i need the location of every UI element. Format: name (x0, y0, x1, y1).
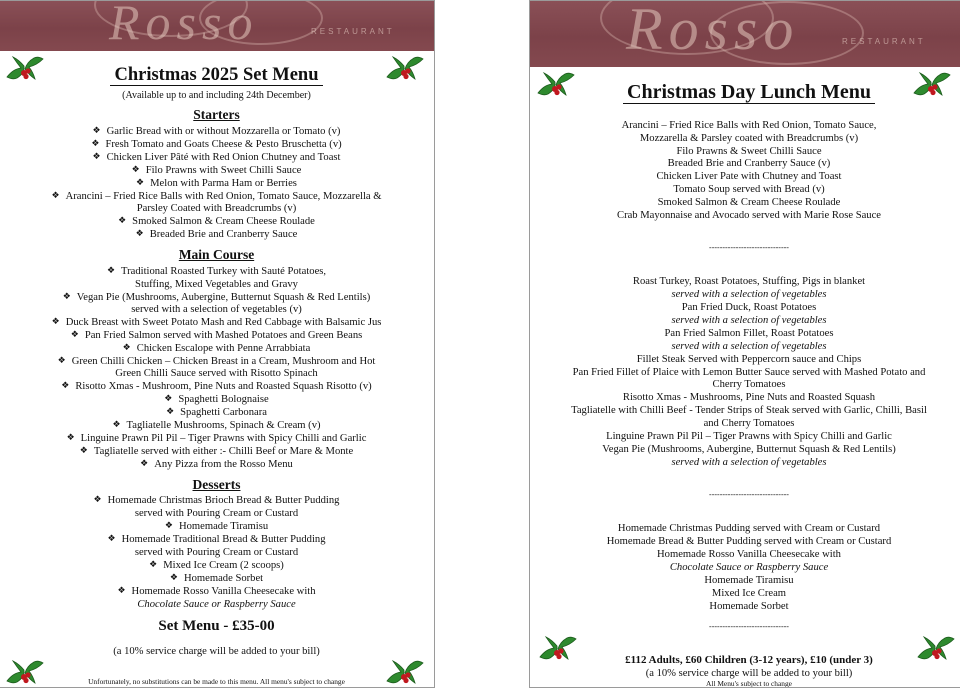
section-divider: ------------------------------ (709, 243, 789, 252)
list-item: ❖ Risotto Xmas - Mushroom, Pine Nuts and Roasted Squash Risotto (v) (0, 380, 434, 393)
list-item: Tagliatelle with Chilli Beef - Tender Strips of Steak served with Garlic, Chilli, Basil (571, 405, 927, 416)
list-item: ❖ Chicken Liver Pâté with Red Onion Chutney and Toast (0, 151, 434, 164)
list-item: Linguine Prawn Pil Pil – Tiger Prawns with Spicy Chilli and Garlic (606, 431, 892, 442)
list-item: Pan Fried Fillet of Plaice with Lemon Butter Sauce served with Mashed Potato and (572, 367, 926, 378)
set-menu-price: Set Menu - £35-00 (158, 618, 275, 634)
list-item: Vegan Pie (Mushrooms, Aubergine, Butternut Squash & Red Lentils) (602, 444, 896, 455)
list-item: ❖ Tagliatelle Mushrooms, Spinach & Cream (v) (0, 419, 434, 432)
list-item-continued: served with Pouring Cream or Custard (134, 547, 299, 558)
list-item: ❖ Pan Fried Salmon served with Mashed Potatoes and Green Beans (0, 329, 434, 342)
restaurant-logo: Rosso (109, 1, 259, 50)
list-item: Smoked Salmon & Cream Cheese Roulade (657, 197, 841, 208)
section-divider: ------------------------------ (709, 622, 789, 631)
list-item: Risotto Xmas - Mushrooms, Pine Nuts and Roasted Squash (622, 392, 876, 403)
list-item: ❖ Smoked Salmon & Cream Cheese Roulade (0, 215, 434, 228)
christmas-day-lunch-page (529, 0, 960, 688)
set-menu-page (0, 0, 435, 688)
list-item-continued: Chocolate Sauce or Raspberry Sauce (137, 599, 296, 610)
availability-note: (Available up to and including 24th December) (122, 90, 311, 101)
list-item: Breaded Brie and Cranberry Sauce (v) (667, 158, 831, 169)
list-item: ❖ Spaghetti Bolognaise (0, 393, 434, 406)
list-item: ❖ Breaded Brie and Cranberry Sauce (0, 228, 434, 241)
list-item-continued: Stuffing, Mixed Vegetables and Gravy (135, 279, 298, 290)
list-item-continued: served with a selection of vegetables (v) (131, 304, 302, 315)
restaurant-logo: Rosso (626, 1, 800, 62)
list-item: ❖ Homemade Traditional Bread & Butter Pudding (0, 533, 434, 546)
list-item-note: served with a selection of vegetables (671, 341, 827, 352)
list-item-note: served with a selection of vegetables (671, 289, 827, 300)
list-item: ❖ Fresh Tomato and Goats Cheese & Pesto Bruschetta (v) (0, 138, 434, 151)
list-item: ❖ Homemade Tiramisu (0, 520, 434, 533)
list-item: Filo Prawns & Sweet Chilli Sauce (676, 146, 822, 157)
list-item: ❖ Green Chilli Chicken – Chicken Breast in a Cream, Mushroom and Hot (0, 355, 434, 368)
list-item: Pan Fried Duck, Roast Potatoes (681, 302, 817, 313)
list-item: Homemade Tiramisu (704, 575, 794, 586)
list-item: Arancini – Fried Rice Balls with Red Onion, Tomato Sauce, (621, 120, 877, 131)
list-item: Roast Turkey, Roast Potatoes, Stuffing, Pigs in blanket (632, 276, 866, 287)
list-item-note: served with a selection of vegetables (671, 315, 827, 326)
list-item: ❖ Spaghetti Carbonara (0, 406, 434, 419)
list-item-continued: served with Pouring Cream or Custard (134, 508, 299, 519)
list-item: ❖ Arancini – Fried Rice Balls with Red Onion, Tomato Sauce, Mozzarella & (0, 190, 434, 203)
list-item: Chicken Liver Pate with Chutney and Toast (656, 171, 842, 182)
list-item: Homemade Christmas Pudding served with Cream or Custard (617, 523, 881, 534)
list-item: ❖ Vegan Pie (Mushrooms, Aubergine, Butternut Squash & Red Lentils) (0, 291, 434, 304)
restaurant-logo-sub: RESTAURANT (311, 27, 395, 36)
list-item: ❖ Filo Prawns with Sweet Chilli Sauce (0, 164, 434, 177)
starters-heading: Starters (193, 107, 240, 122)
list-item: Tomato Soup served with Bread (v) (673, 184, 825, 195)
lunch-price: £112 Adults, £60 Children (3-12 years), £10 (under 3) (625, 654, 873, 666)
service-charge-note: (a 10% service charge will be added to your bill) (645, 668, 853, 679)
service-charge-note: (a 10% service charge will be added to your bill) (113, 646, 320, 657)
list-item-continued: Chocolate Sauce or Raspberry Sauce (669, 562, 829, 573)
list-item: ❖ Traditional Roasted Turkey with Sauté Potatoes, (0, 265, 434, 278)
list-item: Crab Mayonnaise and Avocado served with Marie Rose Sauce (617, 210, 881, 221)
list-item: Mozzarella & Parsley coated with Breadcrumbs (v) (639, 133, 859, 144)
list-item: ❖ Chicken Escalope with Penne Arrabbiata (0, 342, 434, 355)
main-course-heading: Main Course (178, 247, 255, 262)
list-item-continued: and Cherry Tomatoes (703, 418, 795, 429)
list-item: ❖ Homemade Sorbet (0, 572, 434, 585)
list-item: ❖ Melon with Parma Ham or Berries (0, 177, 434, 190)
footer-disclaimer: Unfortunately, no substitutions can be made to this menu. All menu's subject to change (88, 677, 345, 686)
list-item: Pan Fried Salmon Fillet, Roast Potatoes (664, 328, 834, 339)
list-item: ❖ Homemade Christmas Brioch Bread & Butter Pudding (0, 494, 434, 507)
page-title: Christmas 2025 Set Menu (0, 65, 434, 86)
list-item: Fillet Steak Served with Peppercorn sauce and Chips (636, 354, 862, 365)
restaurant-banner (0, 1, 434, 51)
list-item-continued: Parsley Coated with Breadcrumbs (v) (136, 203, 297, 214)
list-item: ❖ Garlic Bread with or without Mozzarella or Tomato (v) (0, 125, 434, 138)
list-item: ❖ Any Pizza from the Rosso Menu (0, 458, 434, 471)
list-item: Homemade Bread & Butter Pudding served with Cream or Custard (606, 536, 892, 547)
list-item-note: served with a selection of vegetables (671, 457, 827, 468)
list-item-continued: Cherry Tomatoes (712, 379, 786, 390)
list-item-continued: Green Chilli Sauce served with Risotto Spinach (115, 368, 318, 379)
list-item: ❖ Homemade Rosso Vanilla Cheesecake with (0, 585, 434, 598)
section-divider: ------------------------------ (709, 490, 789, 499)
restaurant-logo-sub: RESTAURANT (842, 37, 926, 46)
list-item: Homemade Rosso Vanilla Cheesecake with (657, 549, 841, 560)
list-item: ❖ Mixed Ice Cream (2 scoops) (0, 559, 434, 572)
desserts-heading: Desserts (192, 477, 241, 492)
list-item: ❖ Linguine Prawn Pil Pil – Tiger Prawns with Spicy Chilli and Garlic (0, 432, 434, 445)
list-item: ❖ Duck Breast with Sweet Potato Mash and Red Cabbage with Balsamic Jus (0, 316, 434, 329)
footer-disclaimer: All Menu's subject to change (706, 679, 792, 688)
list-item: Homemade Sorbet (709, 601, 789, 612)
restaurant-banner (530, 1, 960, 67)
list-item: Mixed Ice Cream (711, 588, 787, 599)
list-item: ❖ Tagliatelle served with either :- Chilli Beef or Mare & Monte (0, 445, 434, 458)
page-title: Christmas Day Lunch Menu (530, 81, 960, 104)
